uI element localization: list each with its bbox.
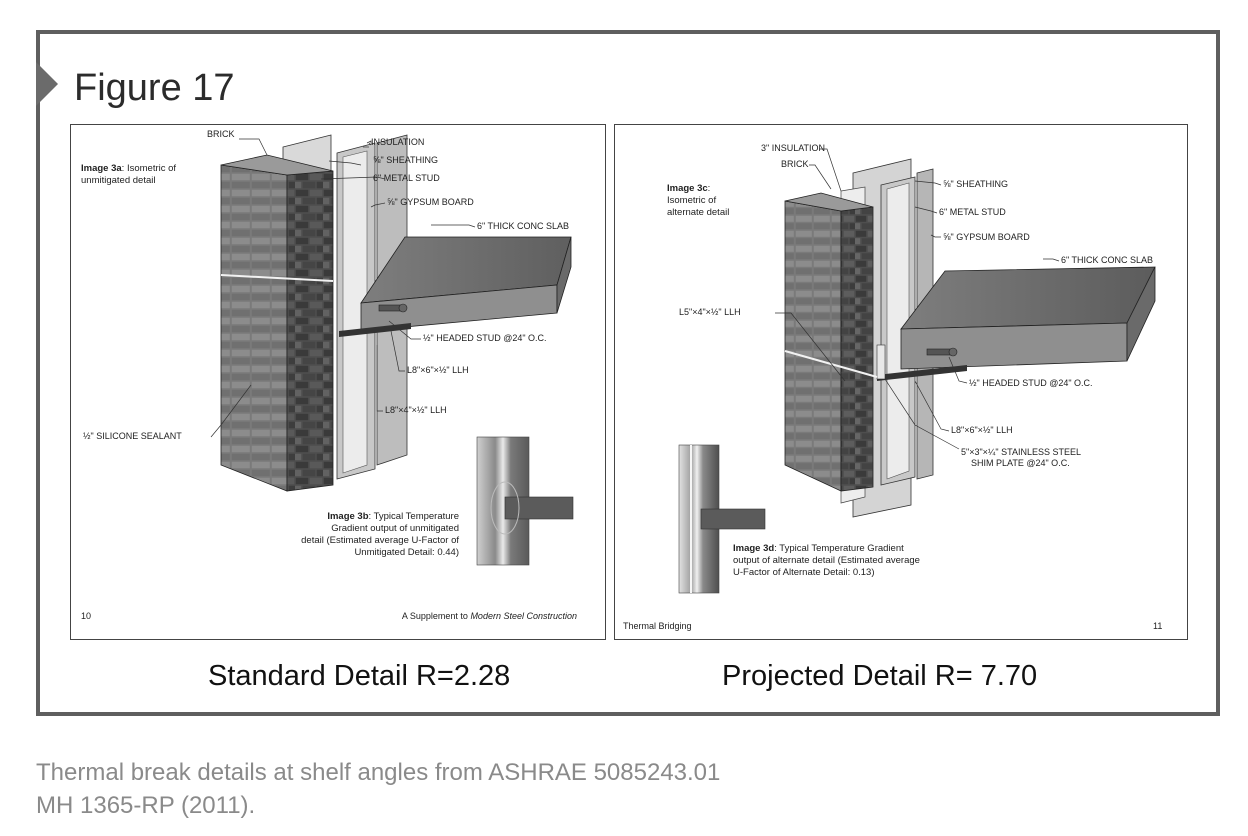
callout-angle-l5: L5"×4"×½" LLH (679, 307, 741, 317)
right-gradient-caption-bold: Image 3d (733, 543, 775, 554)
brick-wall-side (785, 201, 841, 491)
callout-headed-stud: ½" HEADED STUD @24" O.C. (423, 333, 547, 343)
callout-sheathing: ⅝" SHEATHING (943, 179, 1009, 189)
left-page (70, 124, 606, 640)
left-detail-drawing (71, 125, 606, 640)
right-gradient-caption-l1: : Typical Temperature Gradient (774, 543, 904, 554)
concrete-slab-top (901, 267, 1155, 329)
callout-insulation: 3" INSULATION (761, 143, 826, 153)
callout-headed-stud: ½" HEADED STUD @24" O.C. (969, 378, 1093, 388)
left-image-line2: unmitigated detail (81, 175, 156, 186)
right-image-label-rest: : (707, 183, 711, 194)
callout-sealant: ½" SILICONE SEALANT (83, 431, 182, 441)
caption-line2: MH 1365-RP (2011). (36, 792, 256, 819)
projected-detail-label: Projected Detail R= 7.70 (722, 660, 1038, 692)
left-gradient-caption-bold: Image 3b (327, 511, 369, 522)
callout-angle-868: L8"×6"×½" LLH (407, 365, 469, 375)
title-marker-icon (36, 62, 58, 106)
brick-wall-side (221, 165, 287, 491)
right-detail-drawing (615, 125, 1188, 640)
figure-title: Figure 17 (74, 67, 235, 109)
figure-caption (36, 756, 1136, 822)
callout-brick: BRICK (781, 159, 809, 169)
callout-metal-stud: 6" METAL STUD (939, 207, 1006, 217)
right-footer-left: Thermal Bridging (623, 621, 692, 631)
left-page-number: 10 (81, 611, 92, 621)
callout-gypsum: ⅝" GYPSUM BOARD (387, 197, 474, 207)
callout-shim-l1: 5"×3"×¼" STAINLESS STEEL (961, 447, 1081, 457)
left-gradient-caption-l3: detail (Estimated average U-Factor of (301, 535, 459, 546)
callout-gypsum: ⅝" GYPSUM BOARD (943, 232, 1030, 242)
svg-text:Image 3b: Typical Temperature (327, 511, 459, 522)
right-image-label: Image 3c (667, 183, 708, 194)
callout-brick: BRICK (207, 129, 235, 139)
callout-metal-stud: 6" METAL STUD (373, 173, 440, 183)
left-gradient-caption-l2: Gradient output of unmitigated (331, 523, 459, 534)
left-footer-italic: Modern Steel Construction (470, 611, 577, 621)
svg-text:Image 3a: Isometric of (81, 163, 176, 174)
callout-sheathing: ⅝" SHEATHING (373, 155, 439, 165)
right-gradient-caption-l2: output of alternate detail (Estimated average (733, 555, 920, 566)
left-image-label-rest: : Isometric of (121, 163, 177, 174)
callout-slab: 6" THICK CONC SLAB (1061, 255, 1154, 265)
left-gradient-caption-l4: Unmitigated Detail: 0.44) (354, 547, 459, 558)
callout-angle-868: L8"×6"×½" LLH (951, 425, 1013, 435)
caption-line1: Thermal break details at shelf angles from ASHRAE 5085243.01 (36, 759, 721, 786)
brick-wall-face (287, 171, 333, 491)
svg-text:Image 3c: (667, 183, 710, 194)
right-image-line3: alternate detail (667, 207, 730, 218)
callout-angle-848: L8"×4"×½" LLH (385, 405, 447, 415)
svg-text:A Supplement to Modern Steel C (402, 611, 577, 621)
svg-text:Image 3d: Typical Temperature (733, 543, 904, 554)
callout-shim-l2: SHIM PLATE @24" O.C. (971, 458, 1070, 468)
brick-wall-face (841, 207, 873, 491)
shim-plate (877, 345, 885, 379)
callout-slab: 6" THICK CONC SLAB (477, 221, 570, 231)
left-gradient-caption-l1: : Typical Temperature (368, 511, 459, 522)
right-gradient-caption-l3: U-Factor of Alternate Detail: 0.13) (733, 567, 875, 578)
right-image-line2: Isometric of (667, 195, 717, 206)
standard-detail-label: Standard Detail R=2.28 (208, 660, 511, 692)
left-image-label: Image 3a (81, 163, 122, 174)
right-page (614, 124, 1188, 640)
concrete-slab-edge (901, 323, 1127, 369)
left-footer-prefix: A Supplement to (401, 611, 471, 621)
callout-insulation: INSULATION (371, 137, 425, 147)
right-page-number: 11 (1153, 621, 1163, 631)
